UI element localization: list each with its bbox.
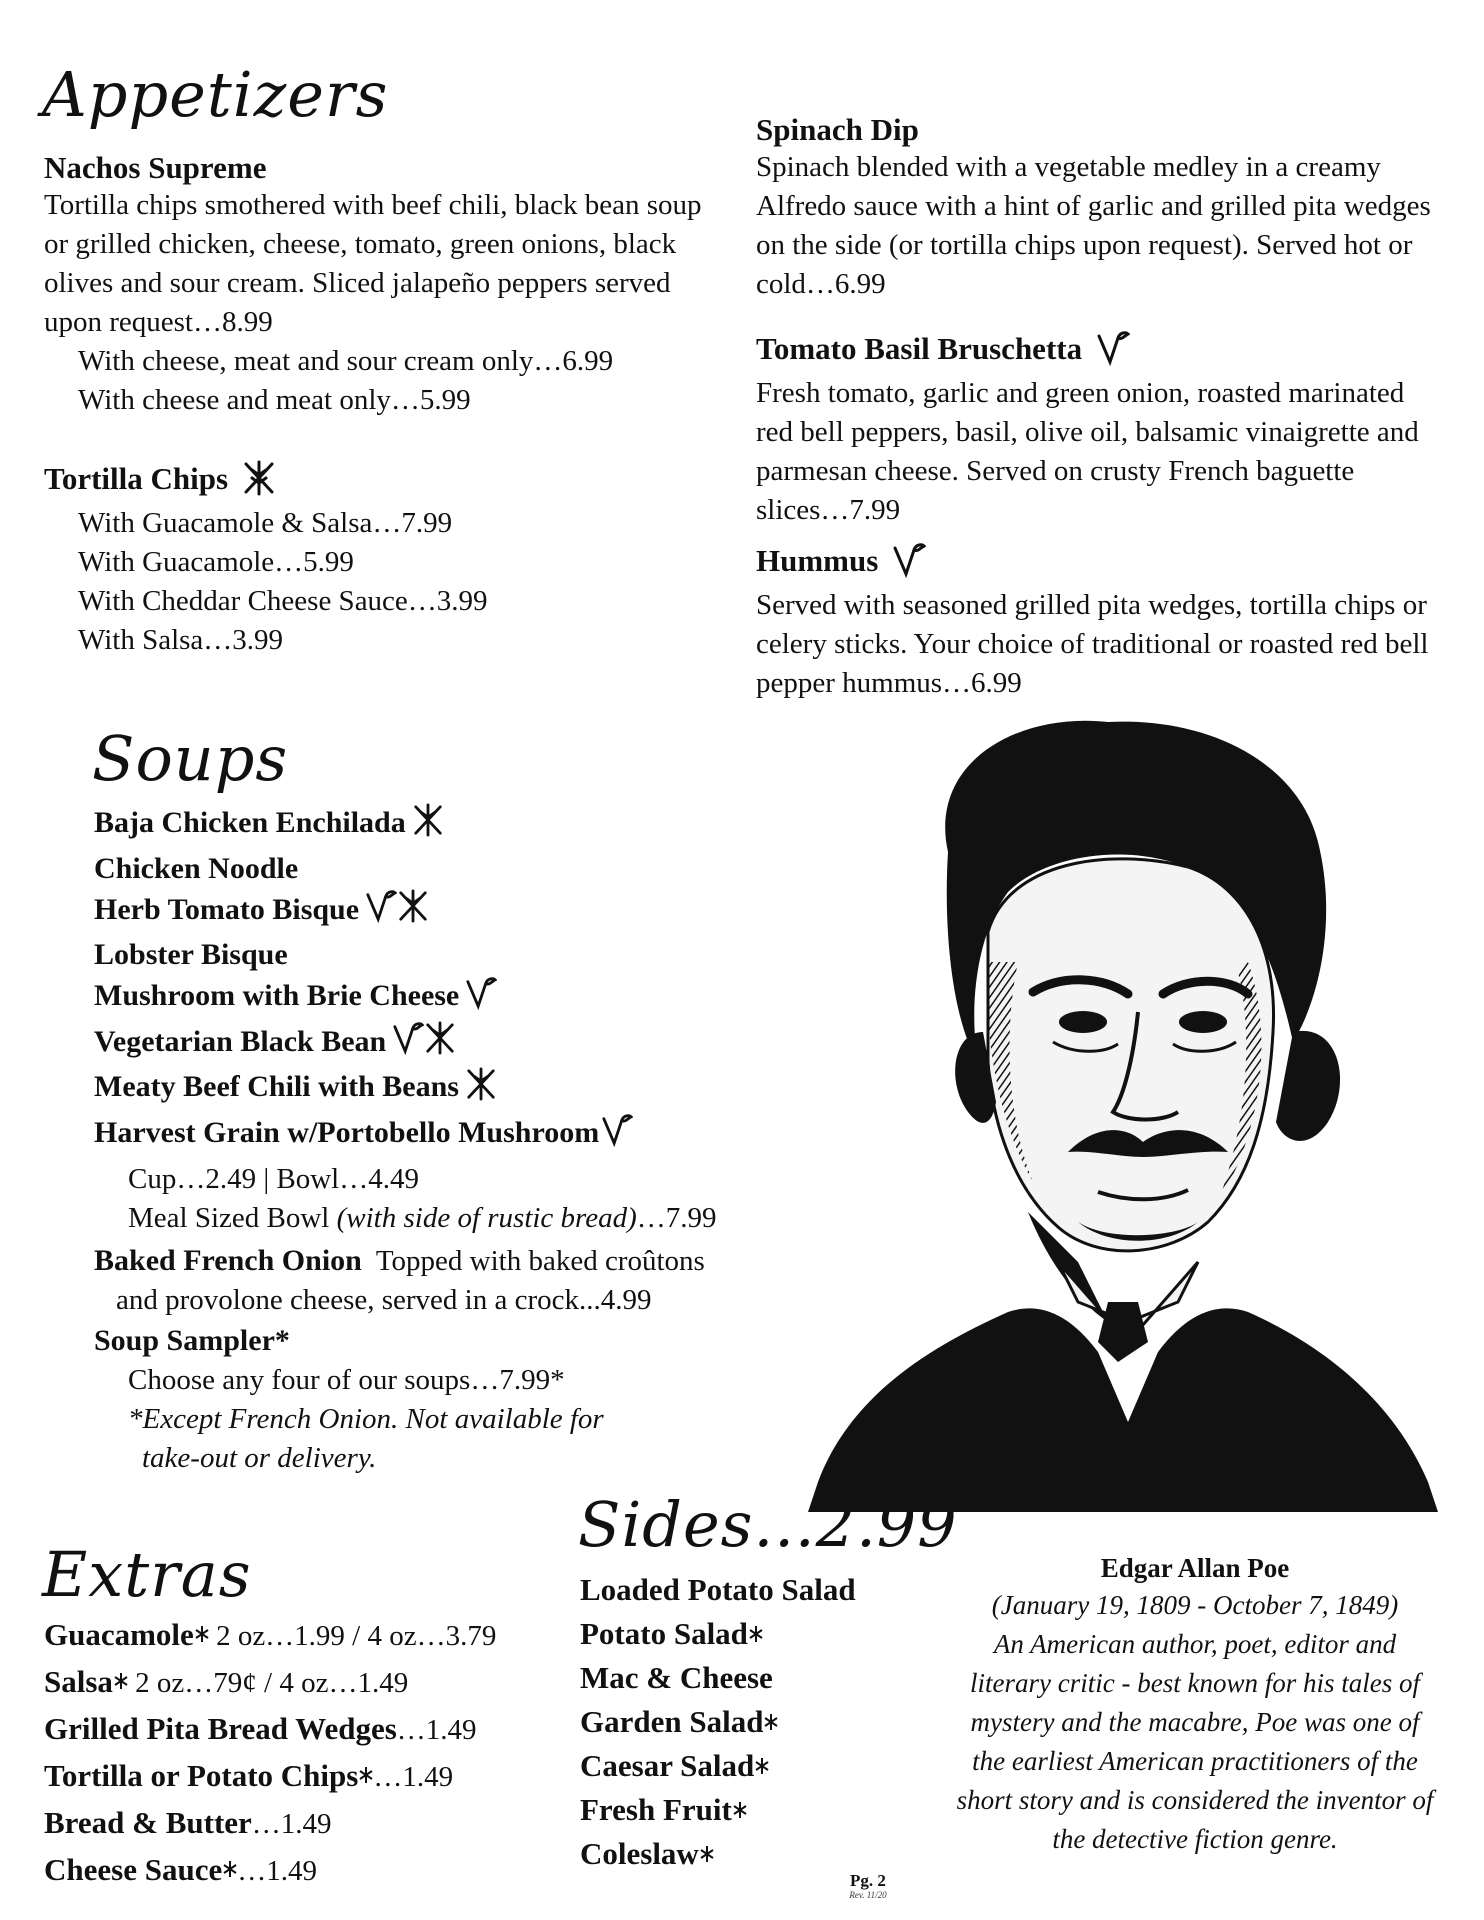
chips-option-2: With Guacamole…5.99 (78, 546, 354, 578)
poe-dates: (January 19, 1809 - October 7, 1849) (991, 1590, 1399, 1620)
chips-option-1: With Guacamole & Salsa…7.99 (78, 507, 453, 539)
extras-item-name: Guacamole (44, 1617, 194, 1652)
soup-item: Baja Chicken Enchilada (94, 802, 774, 848)
french-onion-desc-2: and provolone cheese, served in a crock...4.99 (116, 1283, 652, 1316)
soups-list (94, 802, 774, 1478)
sides-item: Mac & Cheese (580, 1660, 773, 1695)
nachos-supreme-desc: Tortilla chips smothered with beef chili, black bean soup or grilled chicken, cheese, tomato, green onions, black olives and sour cream. Sliced jalapeño peppers served upon request…8.99 (44, 189, 702, 338)
extras-item (44, 1706, 564, 1753)
poe-bio-line: literary critic - best known for his tales of (970, 1668, 1420, 1698)
extras-item-price: …1.49 (251, 1808, 332, 1840)
edgar-allan-poe-portrait (778, 702, 1458, 1512)
asterisk-icon (195, 1612, 209, 1658)
poe-caption (940, 1550, 1450, 1859)
spinach-dip-item (756, 112, 1446, 304)
soup-item: Mushroom with Brie Cheese (94, 975, 774, 1021)
hummus-desc: Served with seasoned grilled pita wedges, tortilla chips or celery sticks. Your choice of traditional or roasted red bell pepper hummus…6.99 (756, 589, 1429, 699)
extras-item (44, 1612, 564, 1659)
bruschetta-desc: Fresh tomato, garlic and green onion, roasted marinated red bell peppers, basil, olive oil, balsamic vinaigrette and parmesan cheese. Served on crusty French baguette slices…7.99 (756, 377, 1419, 526)
hummus-name: Hummus (756, 543, 879, 579)
tortilla-chips-item (44, 460, 684, 660)
revision-date: Rev. 11/20 (849, 1890, 887, 1900)
appetizers-heading: Appetizers (42, 58, 389, 131)
sides-item: Loaded Potato Salad (580, 1572, 856, 1607)
sides-heading: Sides...2.99 (578, 1488, 958, 1561)
french-onion-name: Baked French Onion (94, 1243, 362, 1277)
leaf-v-icon (465, 976, 497, 1021)
extras-item-name: Tortilla or Potato Chips (44, 1758, 359, 1793)
asterisk-icon (114, 1659, 128, 1705)
extras-item-name: Cheese Sauce (44, 1852, 223, 1887)
soup-sampler-name: Soup Sampler* (94, 1323, 290, 1357)
chips-option-3: With Cheddar Cheese Sauce…3.99 (78, 585, 488, 617)
soups-heading: Soups (92, 722, 289, 795)
extras-item (44, 1847, 564, 1894)
soup-sampler-note-1: *Except French Onion. Not available for (128, 1402, 604, 1435)
page-footer (838, 1872, 898, 1900)
nachos-option-1: With cheese, meat and sour cream only…6.99 (78, 345, 614, 377)
poe-bio-line: the earliest American practitioners of the (972, 1746, 1418, 1776)
sides-list (580, 1568, 920, 1876)
soup-cup-bowl-price: Cup…2.49 | Bowl…4.49 (128, 1162, 419, 1195)
sides-item: Fresh Fruit (580, 1788, 920, 1832)
soup-sampler-note-2: take-out or delivery. (142, 1441, 377, 1474)
leaf-v-icon (601, 1113, 633, 1158)
french-onion-item (94, 1240, 774, 1281)
extras-item-name: Grilled Pita Bread Wedges (44, 1711, 397, 1746)
poe-bio-line: mystery and the macabre, Poe was one of (970, 1707, 1420, 1737)
extras-item (44, 1659, 564, 1706)
soup-item: Harvest Grain w/Portobello Mushroom (94, 1112, 774, 1158)
extras-item-price: 2 oz…79¢ / 4 oz…1.49 (127, 1667, 409, 1699)
page-number: Pg. 2 (850, 1871, 886, 1890)
extras-item-price: …1.49 (237, 1855, 317, 1887)
soup-meal-price: Meal Sized Bowl (with side of rustic bread)…7.99 (128, 1201, 717, 1234)
extras-item-name: Salsa (44, 1664, 113, 1699)
wheat-x-icon (465, 1067, 497, 1112)
asterisk-icon (733, 1788, 747, 1832)
extras-item-price: 2 oz…1.99 / 4 oz…3.79 (208, 1620, 497, 1652)
soup-item: Vegetarian Black Bean (94, 1021, 774, 1067)
poe-name: Edgar Allan Poe (1100, 1553, 1290, 1583)
soup-item: Lobster Bisque (94, 938, 288, 972)
hummus-item (756, 542, 1446, 703)
leaf-v-icon (892, 542, 926, 586)
wheat-x-icon (242, 460, 276, 504)
extras-item (44, 1800, 564, 1847)
extras-item-price: …1.49 (373, 1761, 454, 1793)
leaf-v-icon (392, 1021, 424, 1066)
bruschetta-name: Tomato Basil Bruschetta (756, 331, 1083, 367)
asterisk-icon (700, 1832, 714, 1876)
soup-sampler-desc: Choose any four of our soups…7.99* (128, 1363, 565, 1396)
extras-item (44, 1753, 564, 1800)
sides-item: Potato Salad (580, 1612, 920, 1656)
spinach-dip-desc: Spinach blended with a vegetable medley in a creamy Alfredo sauce with a hint of garlic and grilled pita wedges on the side (or tortilla chips upon request). Served hot or cold…6.99 (756, 151, 1431, 300)
soup-item: Meaty Beef Chili with Beans (94, 1066, 774, 1112)
french-onion-desc-1: Topped with baked croûtons (375, 1244, 705, 1277)
bruschetta-item (756, 330, 1446, 530)
asterisk-icon (359, 1753, 373, 1799)
extras-heading: Extras (42, 1538, 252, 1611)
soup-item: Chicken Noodle (94, 851, 299, 885)
sides-item: Caesar Salad (580, 1744, 920, 1788)
leaf-v-icon (365, 889, 397, 934)
poe-bio-line: short story and is considered the inventor of (956, 1785, 1434, 1815)
wheat-x-icon (397, 889, 429, 934)
extras-item-price: …1.49 (396, 1714, 477, 1746)
tortilla-chips-name: Tortilla Chips (44, 461, 229, 497)
chips-option-4: With Salsa…3.99 (78, 624, 284, 656)
asterisk-icon (223, 1847, 237, 1893)
sides-item: Garden Salad (580, 1700, 920, 1744)
sides-item: Coleslaw (580, 1832, 920, 1876)
poe-bio-line: An American author, poet, editor and (993, 1629, 1397, 1659)
extras-list (44, 1612, 564, 1894)
wheat-x-icon (424, 1021, 456, 1066)
nachos-supreme-item (44, 150, 704, 420)
nachos-supreme-name: Nachos Supreme (44, 150, 267, 185)
asterisk-icon (749, 1612, 763, 1656)
nachos-option-2: With cheese and meat only…5.99 (78, 384, 471, 416)
soup-item: Herb Tomato Bisque (94, 889, 774, 935)
leaf-v-icon (1096, 330, 1130, 374)
poe-bio-line: the detective fiction genre. (1052, 1824, 1338, 1854)
asterisk-icon (755, 1744, 769, 1788)
extras-item-name: Bread & Butter (44, 1805, 252, 1840)
spinach-dip-name: Spinach Dip (756, 112, 919, 147)
asterisk-icon (764, 1700, 778, 1744)
wheat-x-icon (412, 803, 444, 848)
